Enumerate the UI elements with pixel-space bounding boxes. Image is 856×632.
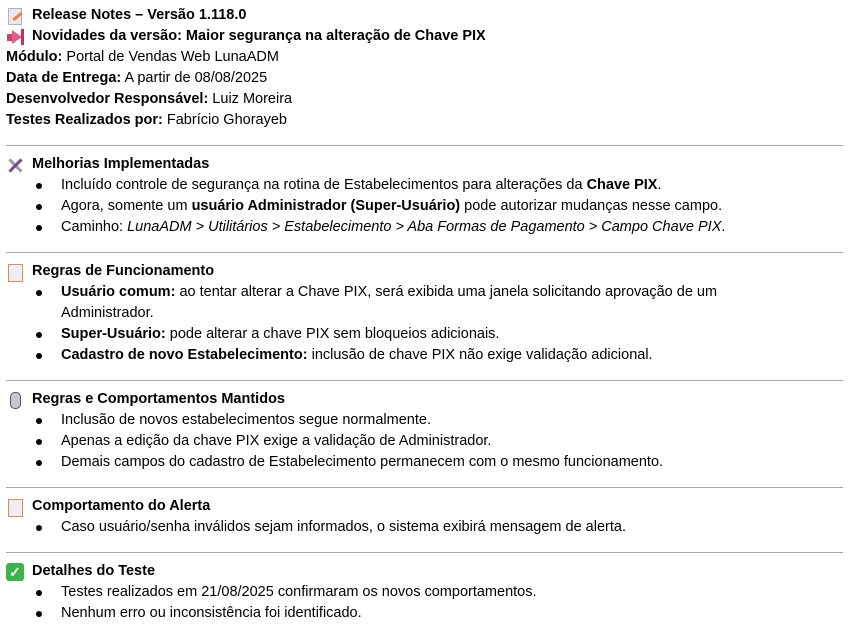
list-item: Inclusão de novos estabelecimentos segue normalmente.: [6, 410, 801, 431]
divider: [6, 552, 843, 553]
doc-title: Release Notes – Versão 1.118.0: [6, 5, 843, 26]
clipboard-icon: [6, 498, 24, 516]
list-item: Apenas a edição da chave PIX exige a validação de Administrador.: [6, 431, 801, 452]
list-item: Agora, somente um usuário Administrador (Super-Usuário) pode autorizar mudanças nesse campo.: [6, 196, 801, 217]
list-item: Nenhum erro ou inconsistência foi identificado.: [6, 603, 801, 624]
list-item: Caminho: LunaADM > Utilitários > Estabelecimento > Aba Formas de Pagamento > Campo Chave PIX.: [6, 217, 801, 238]
improvements-list: [6, 175, 843, 238]
list-item: Cadastro de novo Estabelecimento: inclusão de chave PIX não exige validação adicional.: [6, 345, 801, 366]
rules-list: [6, 282, 843, 366]
alert-list: [6, 517, 843, 538]
clipboard-icon: [6, 263, 24, 281]
tools-icon: [6, 156, 24, 174]
doc-subtitle: Novidades da versão: Maior segurança na alteração de Chave PIX: [6, 26, 843, 47]
mouse-icon: [6, 391, 24, 409]
list-item: Usuário comum: ao tentar alterar a Chave PIX, será exibida uma janela solicitando aprovação de um Administrador.: [6, 282, 801, 324]
meta-tester: Testes Realizados por: Fabrício Ghorayeb: [6, 112, 287, 128]
meta-module: Módulo: Portal de Vendas Web LunaADM: [6, 49, 279, 65]
megaphone-icon: [6, 28, 24, 46]
list-item: Testes realizados em 21/08/2025 confirmaram os novos comportamentos.: [6, 582, 801, 603]
divider: [6, 487, 843, 488]
section-title: Regras de Funcionamento: [6, 261, 843, 282]
kept-rules-list: [6, 410, 843, 473]
list-item: Super-Usuário: pode alterar a chave PIX sem bloqueios adicionais.: [6, 324, 801, 345]
list-item: Caso usuário/senha inválidos sejam informados, o sistema exibirá mensagem de alerta.: [6, 517, 801, 538]
meta-delivery-date: Data de Entrega: A partir de 08/08/2025: [6, 70, 268, 86]
test-details-list: [6, 582, 843, 624]
section-title: ✓ Detalhes do Teste: [6, 561, 843, 582]
list-item: Demais campos do cadastro de Estabelecimento permanecem com o mesmo funcionamento.: [6, 452, 801, 473]
memo-icon: [6, 7, 24, 25]
divider: [6, 380, 843, 381]
section-title: Melhorias Implementadas: [6, 154, 843, 175]
section-title: Comportamento do Alerta: [6, 496, 843, 517]
section-title: Regras e Comportamentos Mantidos: [6, 389, 843, 410]
check-mark-icon: ✓: [6, 563, 24, 581]
list-item: Incluído controle de segurança na rotina de Estabelecimentos para alterações da Chave PIX.: [6, 175, 801, 196]
divider: [6, 252, 843, 253]
divider: [6, 145, 843, 146]
meta-developer: Desenvolvedor Responsável: Luiz Moreira: [6, 91, 293, 107]
